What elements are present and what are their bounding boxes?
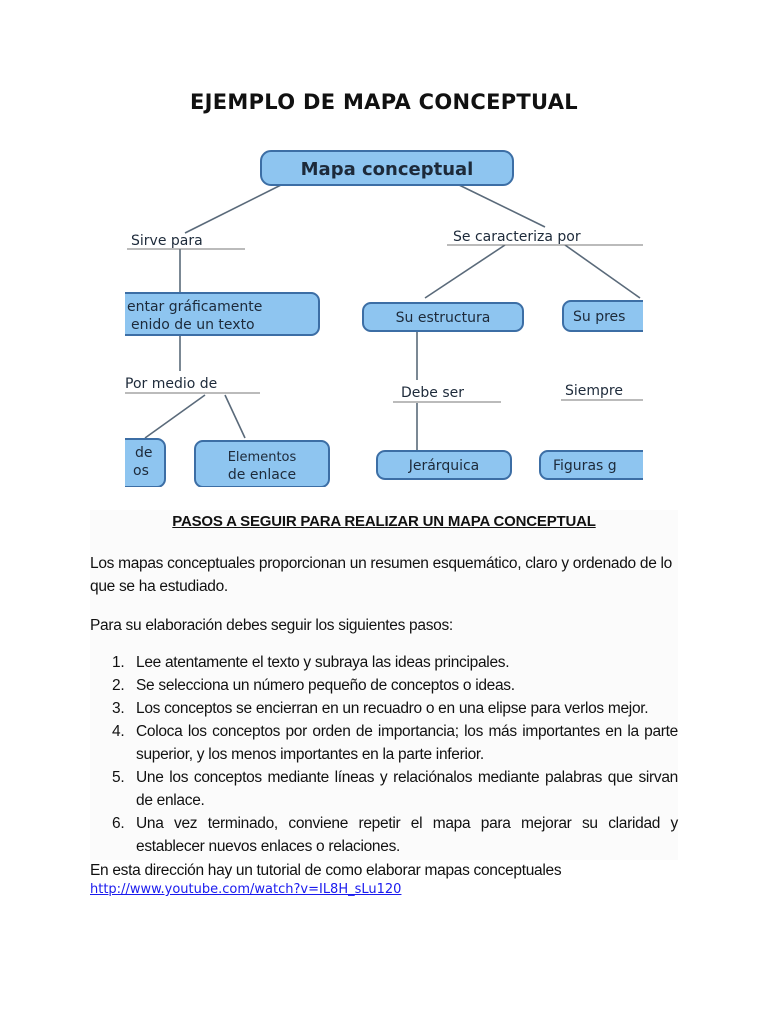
step-item: [90, 651, 678, 674]
connector-root-right: [455, 183, 545, 227]
node-figuras-label: Figuras g: [553, 458, 617, 474]
step-number: 3.: [112, 700, 125, 717]
node-estructura-label: Su estructura: [395, 310, 491, 326]
step-number: 4.: [112, 723, 125, 740]
intro-paragraph: Los mapas conceptuales proporcionan un resumen esquemático, claro y ordenado de lo que se ha estudiado.: [90, 555, 672, 595]
step-text: Los conceptos se encierran en un recuadro o en una elipse para verlos mejor.: [136, 700, 649, 717]
connector-right-left: [425, 245, 505, 298]
step-text: Se selecciona un número pequeño de conceptos o ideas.: [136, 677, 515, 694]
node-representar-line2: enido de un texto: [131, 317, 255, 333]
link-siempre: Siempre: [565, 383, 623, 399]
connector-pormedio-left: [145, 395, 205, 438]
step-text: Une los conceptos mediante líneas y relaciónalos mediante palabras que sirvan de enlace.: [136, 769, 678, 809]
node-representar-line1: entar gráficamente: [127, 299, 263, 315]
step-item: [90, 674, 678, 697]
connector-right-right: [565, 245, 640, 298]
concept-map-image: [125, 145, 643, 487]
link-debe-ser: Debe ser: [401, 385, 465, 401]
tutorial-text: En esta dirección hay un tutorial de como elaborar mapas conceptuales: [90, 862, 562, 879]
step-item: [90, 697, 678, 720]
step-number: 1.: [112, 654, 125, 671]
tutorial-link[interactable]: http://www.youtube.com/watch?v=IL8H_sLu120: [90, 882, 402, 897]
steps-heading: PASOS A SEGUIR PARA REALIZAR UN MAPA CONCEPTUAL: [172, 513, 596, 530]
step-text: Coloca los conceptos por orden de importancia; los más importantes en la parte superior, y los menos importantes en la parte inferior.: [136, 723, 678, 763]
node-presentacion-label: Su pres: [573, 309, 626, 325]
link-se-caracteriza: Se caracteriza por: [453, 229, 581, 245]
step-number: 5.: [112, 769, 125, 786]
node-jerarquica-label: Jerárquica: [408, 458, 480, 474]
connector-root-left: [185, 183, 285, 233]
step-number: 2.: [112, 677, 125, 694]
root-node-label: Mapa conceptual: [300, 159, 474, 180]
document-title: EJEMPLO DE MAPA CONCEPTUAL: [189, 90, 578, 114]
link-sirve-para: Sirve para: [131, 233, 203, 249]
concept-map-diagram: [125, 145, 643, 487]
node-left-partial-line1: de: [135, 445, 153, 461]
step-text: Una vez terminado, conviene repetir el mapa para mejorar su claridad y establecer nuevos enlaces o relaciones.: [136, 815, 678, 855]
node-left-partial-line2: os: [133, 463, 149, 479]
step-item: [90, 720, 678, 766]
steps-list: [90, 651, 678, 858]
link-por-medio-de: Por medio de: [125, 376, 218, 392]
node-elementos-line2: de enlace: [227, 467, 297, 483]
step-text: Lee atentamente el texto y subraya las ideas principales.: [136, 654, 510, 671]
node-elementos-line1: Elementos: [227, 450, 297, 465]
step-number: 6.: [112, 815, 125, 832]
step-item: [90, 812, 678, 858]
steps-intro: Para su elaboración debes seguir los siguientes pasos:: [90, 617, 453, 634]
connector-pormedio-right: [225, 395, 245, 438]
step-item: [90, 766, 678, 812]
